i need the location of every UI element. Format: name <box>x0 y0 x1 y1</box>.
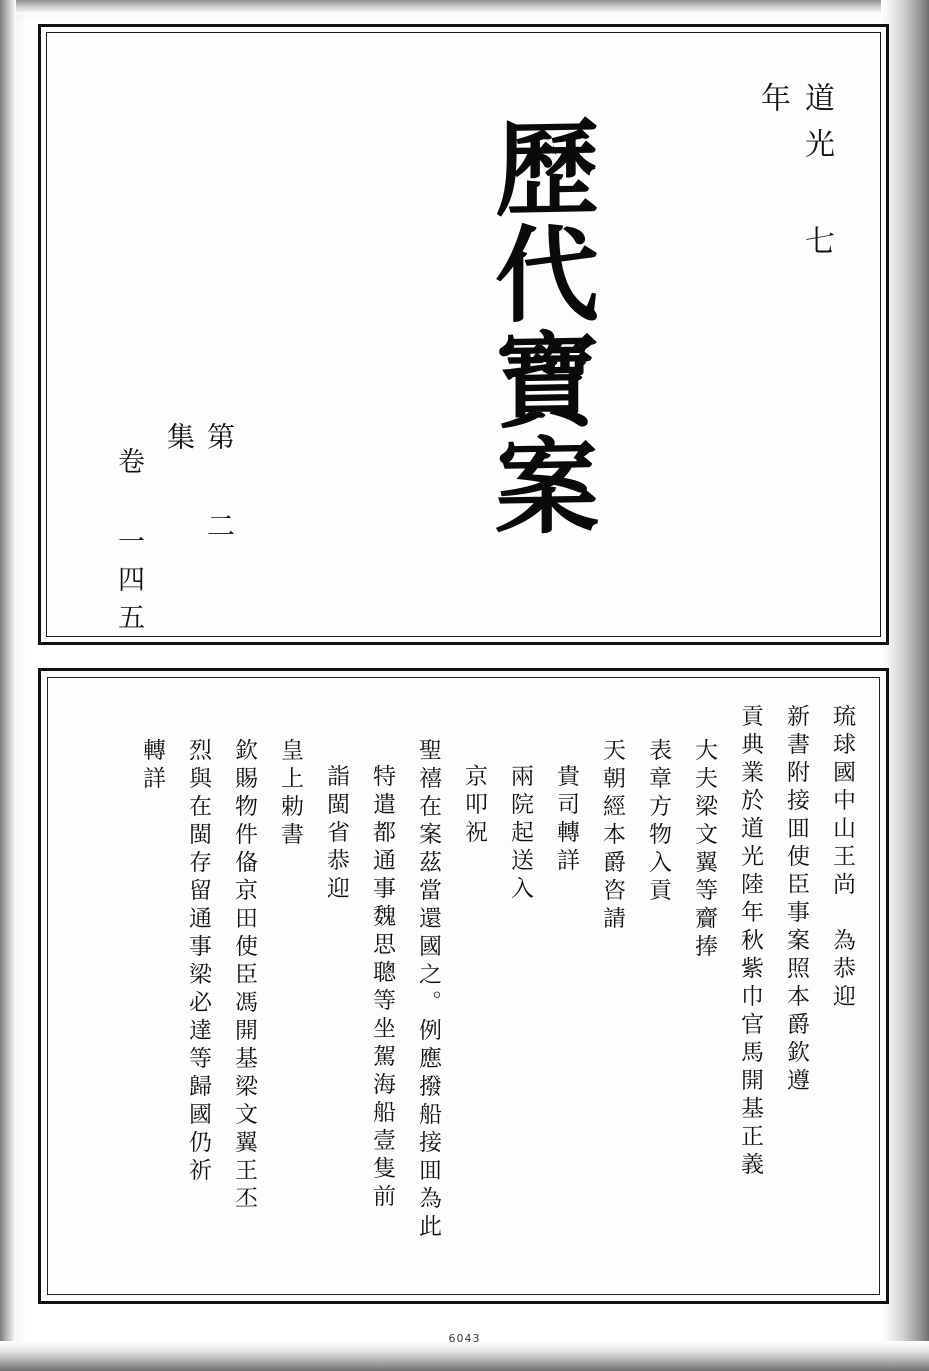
page-edge-top <box>0 0 929 14</box>
text-column: 欽賜物件俻京田使臣馮開基梁文翼王丕 <box>231 737 257 1215</box>
page-title: 歷代寶案 <box>477 113 600 540</box>
series-label: 第 二 集 <box>163 422 236 553</box>
text-column: 新書附接囬使臣事案照本爵欽遵 <box>783 703 809 1097</box>
page-edge-left <box>0 0 16 1371</box>
text-column: 特遣都通事魏思聰等坐駕海船壹隻前 <box>369 763 395 1213</box>
body-frame <box>38 668 889 1304</box>
folio-number: 6043 <box>448 1332 481 1345</box>
text-column: 大夫梁文翼等齎捧 <box>691 737 717 963</box>
title-frame <box>38 24 889 645</box>
reign-date: 道光 七 年 <box>755 82 834 271</box>
volume-label: 卷 一四五 <box>113 447 144 641</box>
text-column: 聖禧在案茲當還國之。例應撥船接囬為此 <box>415 737 441 1243</box>
text-column: 天朝經本爵咨請 <box>599 737 625 935</box>
text-column: 貢典業於道光陸年秋紫巾官馬開基正義 <box>737 703 763 1181</box>
text-column: 表章方物入貢 <box>645 737 671 907</box>
text-column: 兩院起送入 <box>507 763 533 905</box>
text-column: 貴司轉詳 <box>553 763 579 877</box>
text-column: 烈與在閩存留通事梁必達等歸國仍祈 <box>185 737 211 1187</box>
text-column: 轉詳 <box>139 737 165 795</box>
vertical-text-columns <box>70 704 853 1280</box>
text-column: 琉球國中山王尚 為恭迎 <box>829 703 855 1013</box>
body-frame-inner-border <box>47 677 880 1295</box>
text-column: 皇上勅書 <box>277 737 303 851</box>
page-edge-bottom <box>0 1341 929 1371</box>
text-column: 京叩祝 <box>461 763 487 849</box>
text-column: 詣閩省恭迎 <box>323 763 349 905</box>
